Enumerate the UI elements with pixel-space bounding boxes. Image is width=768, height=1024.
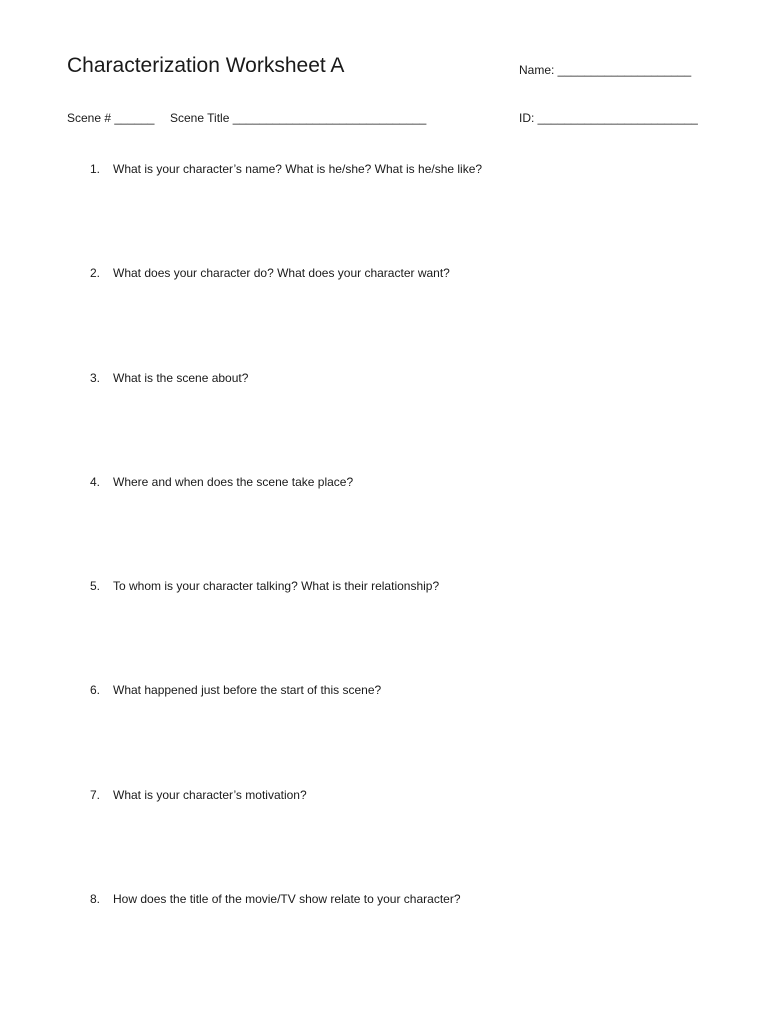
question-number: 6. [90, 683, 101, 697]
question-item [90, 579, 439, 593]
question-text: What happened just before the start of this scene? [113, 683, 382, 697]
question-item [90, 475, 353, 489]
question-item [90, 788, 307, 802]
question-text: Where and when does the scene take place? [113, 475, 354, 489]
name-field[interactable]: Name: ____________________ [519, 63, 692, 77]
question-text: How does the title of the movie/TV show relate to your character? [113, 892, 461, 906]
question-text: What does your character do? What does your character want? [113, 266, 450, 280]
id-field[interactable]: ID: ________________________ [519, 111, 698, 125]
question-number: 4. [90, 475, 101, 489]
worksheet-title: Characterization Worksheet A [67, 54, 345, 77]
scene-title-field[interactable]: Scene Title _____________________________ [170, 111, 427, 125]
question-text: What is your character’s name? What is he/she? What is he/she like? [113, 162, 483, 176]
question-number: 2. [90, 266, 101, 280]
question-number: 8. [90, 892, 101, 906]
question-item [90, 683, 381, 697]
question-number: 3. [90, 371, 101, 385]
question-number: 7. [90, 788, 101, 802]
question-item [90, 371, 248, 385]
question-item [90, 266, 450, 280]
question-item [90, 892, 461, 906]
question-text: What is the scene about? [113, 371, 249, 385]
scene-number-field[interactable]: Scene # ______ [67, 111, 155, 125]
question-number: 5. [90, 579, 101, 593]
question-text: What is your character’s motivation? [113, 788, 307, 802]
question-number: 1. [90, 162, 101, 176]
question-item [90, 162, 482, 176]
question-text: To whom is your character talking? What is their relationship? [113, 579, 440, 593]
